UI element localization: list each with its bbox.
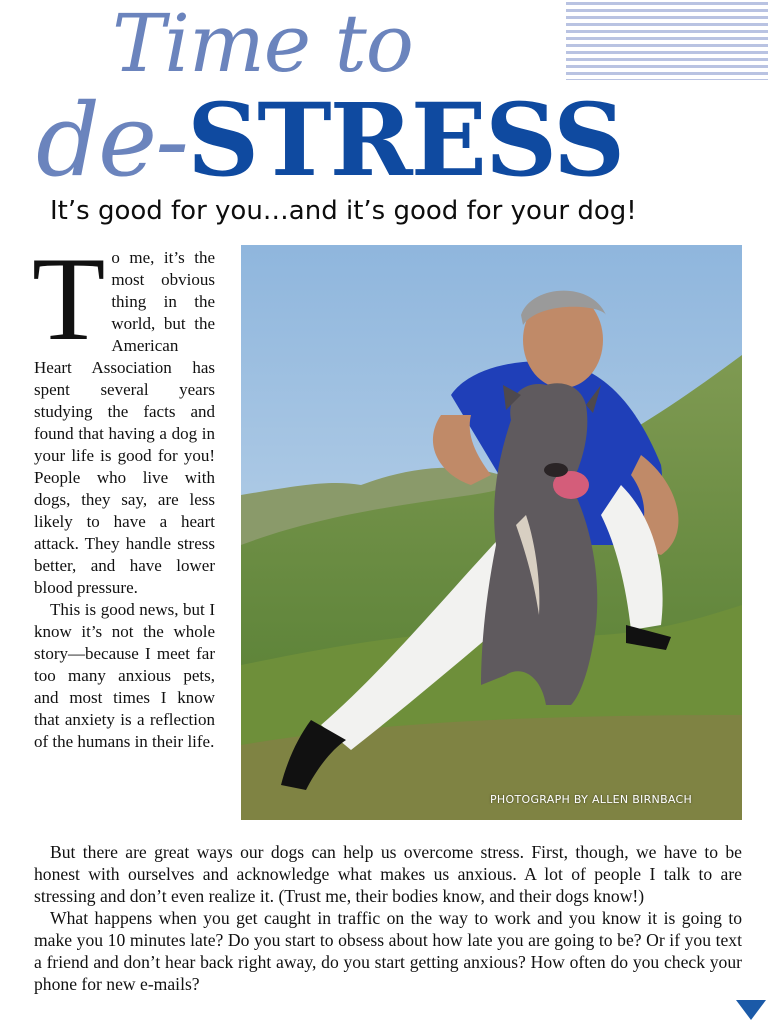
decorative-stripes	[566, 2, 768, 80]
title-prefix: de-	[36, 82, 187, 199]
drop-cap: T	[32, 232, 106, 365]
photo-credit: PHOTOGRAPH BY ALLEN BIRNBACH	[490, 793, 693, 806]
photo-illustration	[241, 245, 742, 820]
paragraph-3: But there are great ways our dogs can help us overcome stress. First, though, we have to be honest with ourselves and acknowledge what makes us anxious. A lot of people I talk to are stressing and don’t even realize it. (Trust me, their bodies know, and their dogs know!)	[34, 842, 742, 906]
paragraph-4: What happens when you get caught in traffic on the way to work and you know it is going to make you 10 minutes late? Do you start to obsess about how late you are going to be? Or if you text a friend and don’t hear back right away, do you start getting anxious? How often do you check your phone for new e-mails?	[34, 908, 742, 994]
article-body	[34, 841, 742, 995]
title-line-1: Time to	[112, 0, 413, 90]
triangle-down-icon[interactable]	[736, 1000, 766, 1020]
article-photo	[241, 245, 742, 820]
article-column	[32, 232, 215, 753]
paragraph-2: This is good news, but I know it’s not the whole story—because I meet far too many anxious pets, and most times I know that anxiety is a reflection of the humans in their life.	[34, 600, 215, 751]
paragraph-1: o me, it’s the most obvious thing in the world, but the American Heart Association has spent several years studying the facts and found that having a dog in your life is good for you! People who live with dogs, they say, are less likely to have a heart attack. They handle stress better, and have lower blood pressure.	[34, 248, 215, 597]
subtitle: It’s good for you…and it’s good for your dog!	[50, 196, 637, 226]
title-line-2	[36, 81, 624, 199]
title-main: STRESS	[186, 81, 624, 199]
